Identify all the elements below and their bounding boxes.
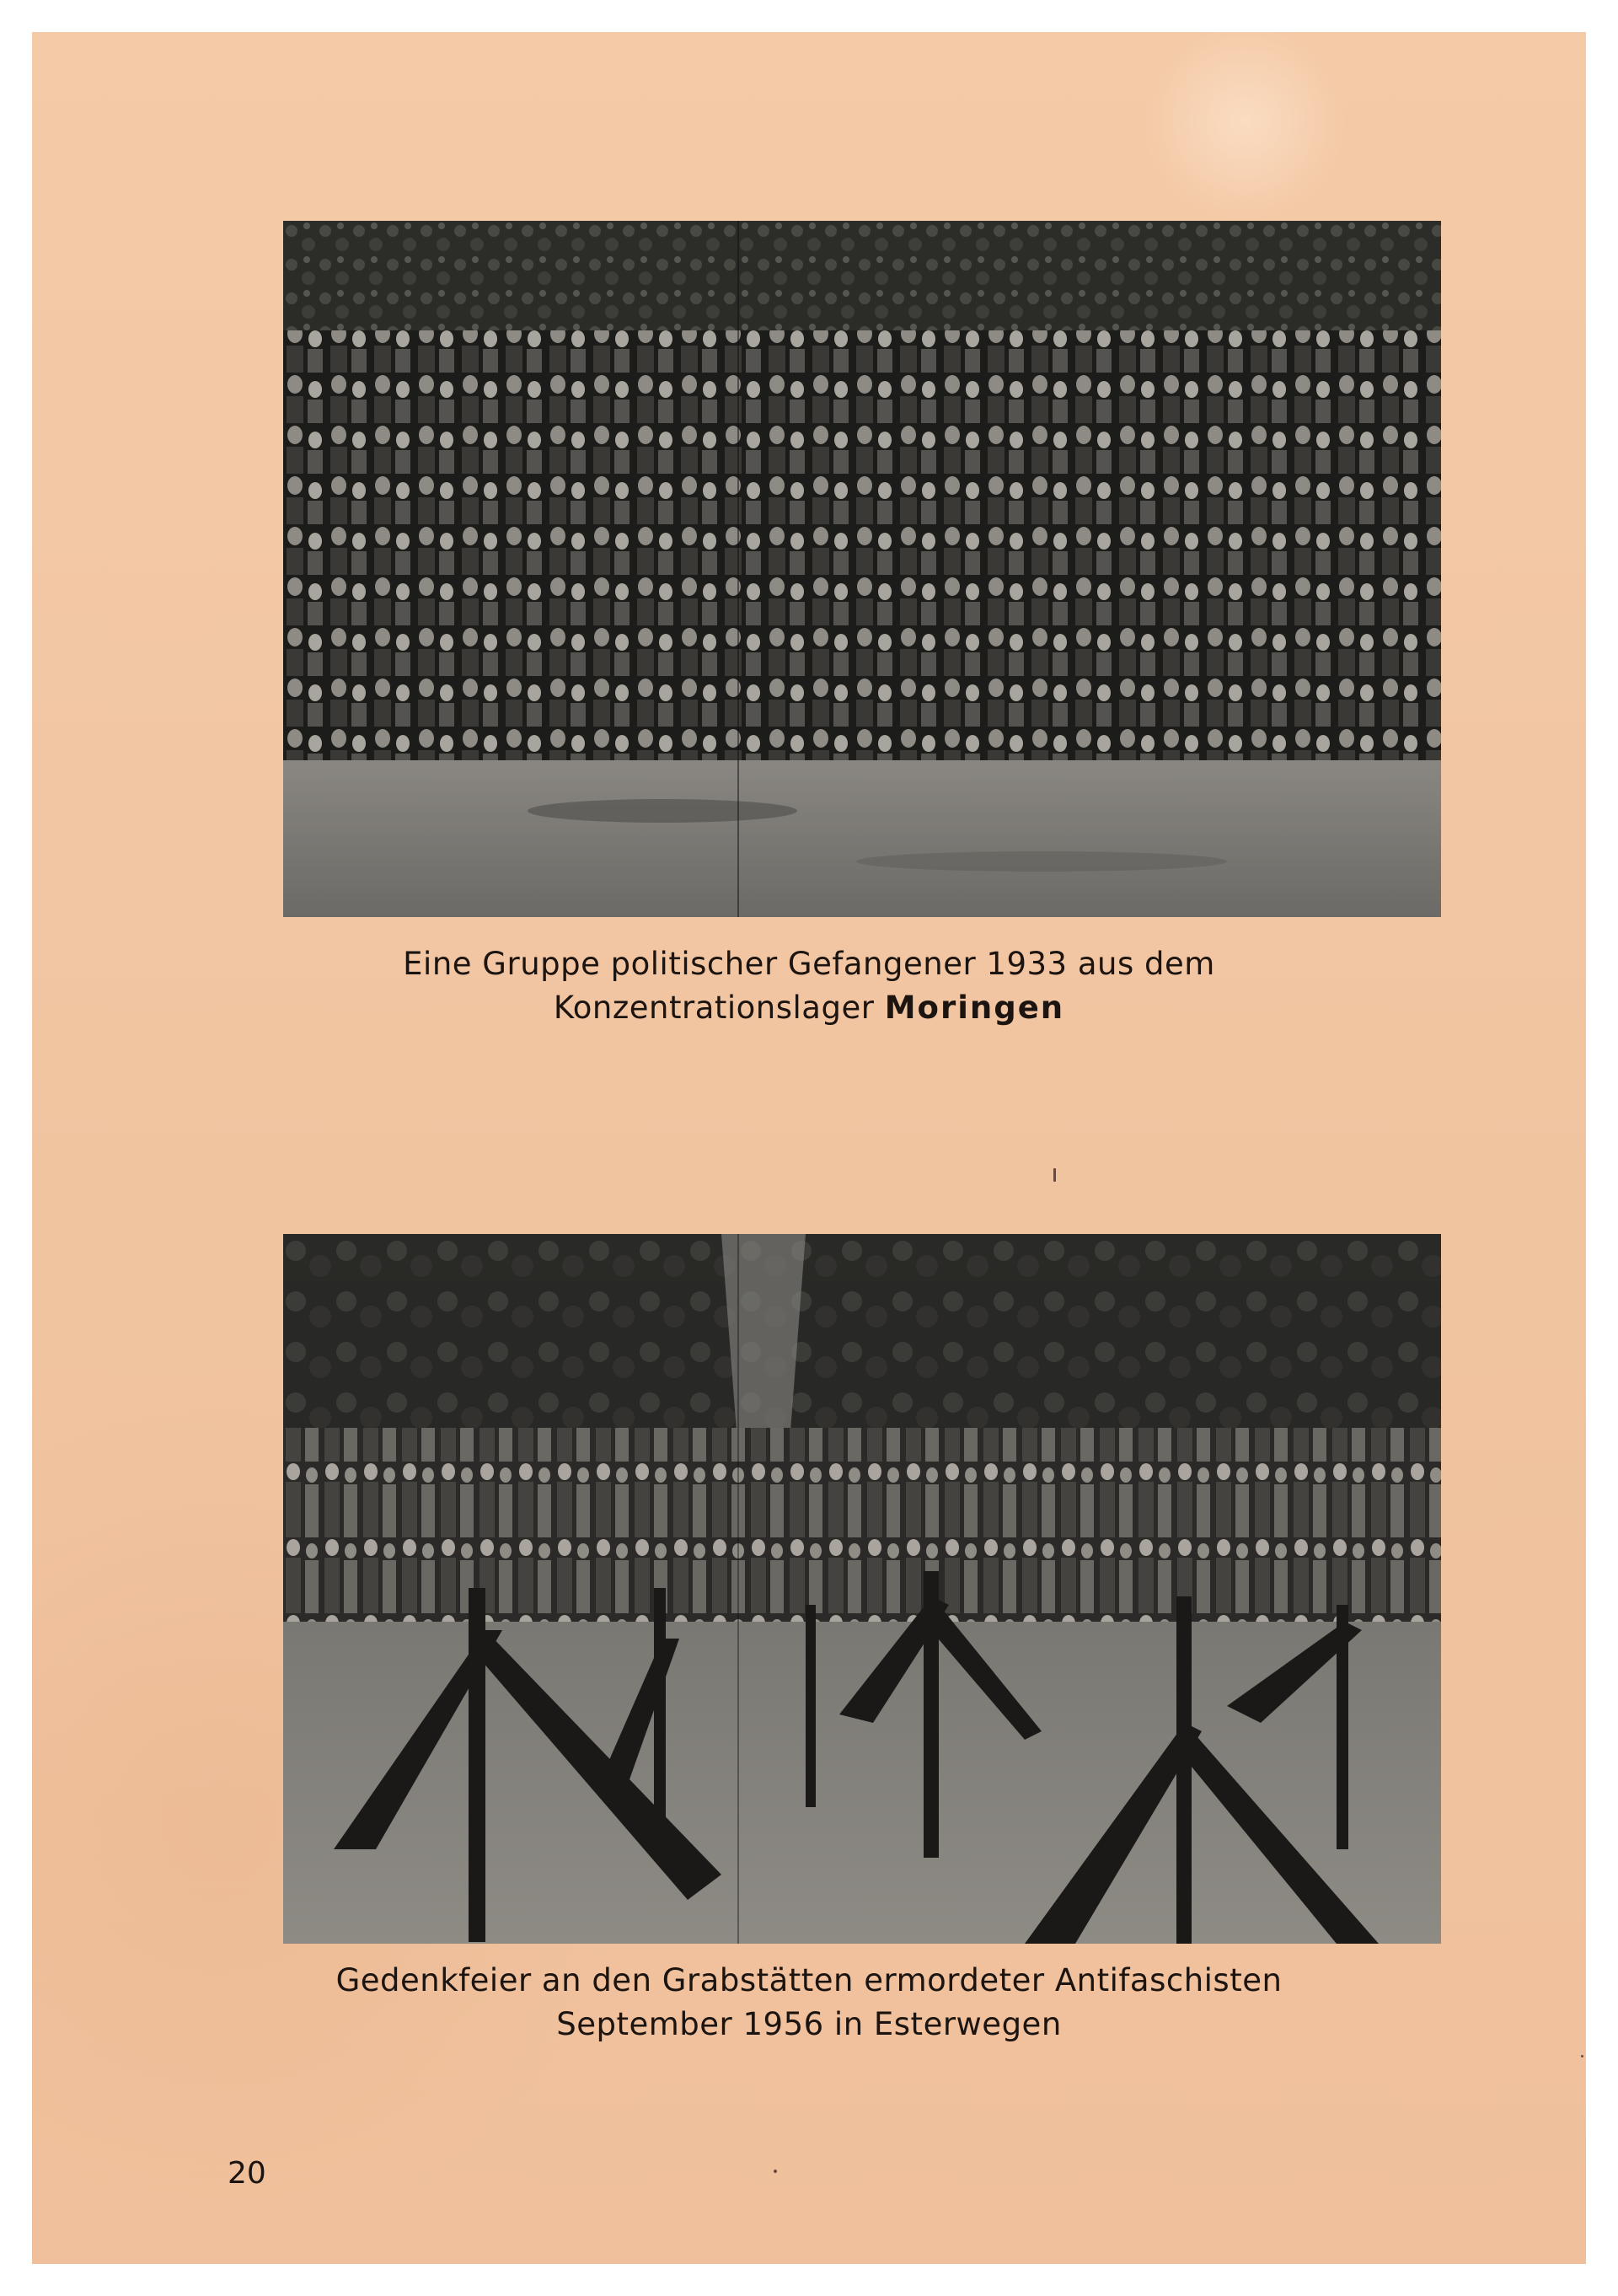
page-number: 20: [228, 2156, 266, 2191]
group-photo-prisoners: [283, 221, 1441, 917]
paper-speck: [774, 2170, 777, 2173]
document-page: [32, 32, 1586, 2264]
caption-2-line-2: September 1956 in Esterwegen: [556, 2006, 1062, 2042]
photo-caption-1: [32, 942, 1586, 1030]
caption-1-line-2: [32, 986, 1586, 1030]
caption-1-line-2-text: Konzentrationslager: [553, 990, 885, 1026]
photo-caption-2: [32, 1959, 1586, 2047]
caption-1-bold-place: Moringen: [884, 990, 1065, 1026]
caption-2-line-1: Gedenkfeier an den Grabstätten ermordeter Antifaschisten: [335, 1962, 1283, 1998]
paper-speck: [1053, 1168, 1056, 1182]
group-photo-icon: [283, 221, 1441, 917]
memorial-photo-icon: [283, 1234, 1441, 1944]
caption-1-line-1: Eine Gruppe politischer Gefangener 1933 aus dem: [403, 946, 1215, 982]
memorial-crosses-photo: [283, 1234, 1441, 1944]
paper-speck: [1581, 2055, 1583, 2057]
